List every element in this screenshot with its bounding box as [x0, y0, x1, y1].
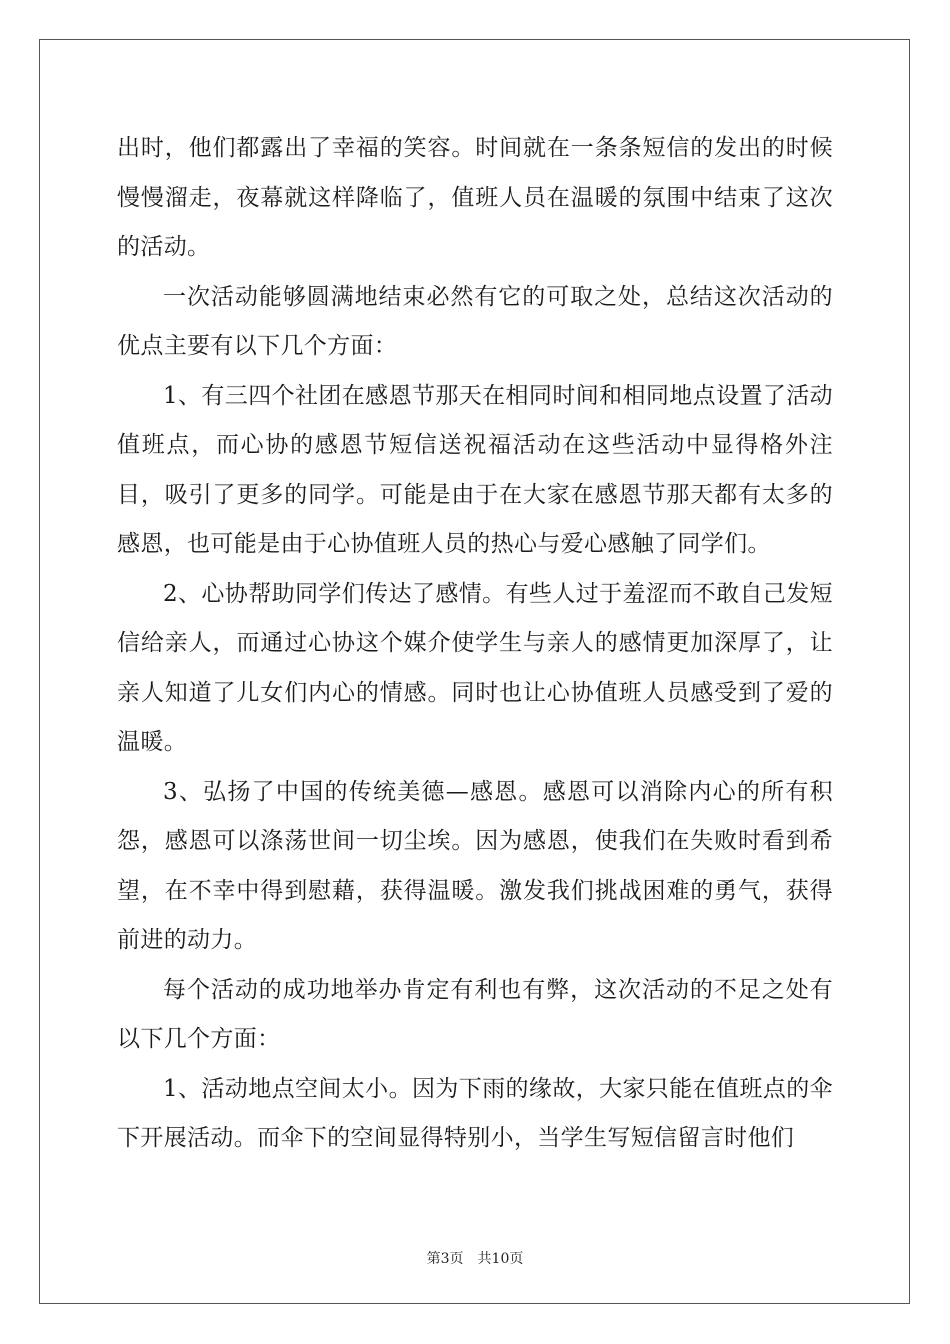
paragraph: 1、有三四个社团在感恩节那天在相同时间和相同地点设置了活动值班点，而心协的感恩节短信送祝福活动在这些活动中显得格外注目，吸引了更多的同学。可能是由于在大家在感恩节那天都有太多的感恩，也可能是由于心协值班人员的热心与爱心感触了同学们。 — [117, 382, 833, 557]
paragraph: 每个活动的成功地举办肯定有利也有弊，这次活动的不足之处有以下几个方面： — [117, 976, 833, 1052]
paragraph: 出时，他们都露出了幸福的笑容。时间就在一条条短信的发出的时候慢慢溜走，夜幕就这样降临了，值班人员在温暖的氛围中结束了这次的活动。 — [117, 135, 833, 260]
paragraph: 3、弘扬了中国的传统美德—感恩。感恩可以消除内心的所有积怨，感恩可以涤荡世间一切尘埃。因为感恩，使我们在失败时看到希望，在不幸中得到慰藉，获得温暖。激发我们挑战困难的勇气，获得前进的动力。 — [117, 778, 833, 953]
page-total: 共10页 — [477, 1251, 524, 1267]
document-body — [117, 124, 833, 1164]
paragraph: 一次活动能够圆满地结束必然有它的可取之处，总结这次活动的优点主要有以下几个方面： — [117, 283, 833, 359]
paragraph: 1、活动地点空间太小。因为下雨的缘故，大家只能在值班点的伞下开展活动。而伞下的空间显得特别小，当学生写短信留言时他们 — [117, 1075, 833, 1151]
paragraph: 2、心协帮助同学们传达了感情。有些人过于羞涩而不敢自己发短信给亲人，而通过心协这个媒介使学生与亲人的感情更加深厚了，让亲人知道了儿女们内心的情感。同时也让心协值班人员感受到了爱的温暖。 — [117, 580, 833, 755]
page-footer — [0, 1248, 950, 1268]
page-number: 第3页 — [426, 1251, 464, 1267]
